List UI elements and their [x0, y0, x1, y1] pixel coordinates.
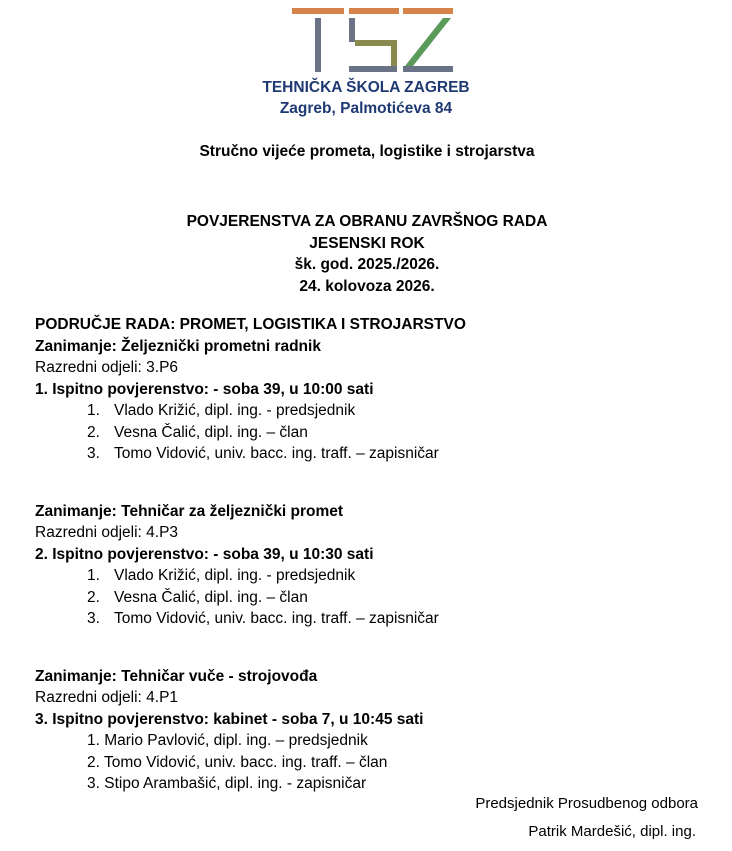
council-title: Stručno vijeće prometa, logistike i strojarstva [199, 143, 535, 160]
member-text: Vlado Križić, dipl. ing. - predsjednik [114, 567, 356, 584]
section-spacer [35, 465, 715, 501]
field-heading: PODRUČJE RADA: PROMET, LOGISTIKA I STROJARSTVO [35, 316, 466, 333]
list-number: 1. [87, 402, 100, 419]
list-item: 1. Mario Pavlović, dipl. ing. – predsjednik [87, 732, 368, 749]
logo-s-top [349, 8, 399, 14]
committee-section-2 [35, 501, 715, 630]
member-text: Vlado Križić, dipl. ing. - predsjednik [114, 402, 356, 419]
list-item [35, 587, 715, 609]
member-text: Vesna Čalić, dipl. ing. – član [114, 588, 308, 606]
signature-role: Predsjednik Prosudbenog odbora [475, 795, 698, 812]
title-line-3: šk. god. 2025./2026. [294, 256, 440, 274]
occupation: Zanimanje: Tehničar za željeznički promet [35, 502, 344, 520]
school-address: Zagreb, Palmotićeva 84 [279, 100, 453, 117]
committee-section-1 [35, 336, 715, 465]
committee-heading: 3. Ispitno povjerenstvo: kabinet - soba 7, u 10:45 sati [35, 710, 424, 728]
logo-z-bottom [403, 66, 453, 72]
member-list [35, 400, 715, 465]
title-line-2: JESENSKI ROK [309, 234, 425, 252]
class-list: Razredni odjeli: 3.P6 [35, 359, 179, 376]
document-title [0, 211, 732, 297]
list-number: 2. [87, 423, 100, 441]
list-item [35, 422, 715, 444]
committee-heading: 2. Ispitno povjerenstvo: - soba 39, u 10:30 sati [35, 545, 374, 563]
list-item [35, 443, 715, 465]
logo-t-stem [315, 18, 321, 72]
section-spacer [35, 630, 715, 666]
list-item [35, 400, 715, 422]
title-line-4: 24. kolovoza 2026. [299, 277, 435, 295]
list-number: 1. [87, 567, 100, 584]
occupation: Zanimanje: Željeznički prometni radnik [35, 337, 321, 355]
school-name: TEHNIČKA ŠKOLA ZAGREB [262, 79, 470, 96]
committee-section-3 [35, 666, 715, 795]
list-item [35, 565, 715, 587]
logo-t-bar [292, 8, 344, 14]
logo-s-left [349, 18, 355, 42]
committees-content [35, 314, 715, 795]
member-list [35, 565, 715, 630]
list-number: 2. [87, 588, 100, 606]
list-item [35, 608, 715, 630]
logo-z-top [403, 8, 453, 14]
committee-heading: 1. Ispitno povjerenstvo: - soba 39, u 10:00 sati [35, 380, 374, 398]
title-line-1: POVJERENSTVA ZA OBRANU ZAVRŠNOG RADA [186, 213, 548, 230]
signature-name: Patrik Mardešić, dipl. ing. [528, 823, 696, 840]
list-item: 3. Stipo Arambašić, dipl. ing. - zapisničar [87, 775, 367, 792]
member-text: Vesna Čalić, dipl. ing. – član [114, 423, 308, 441]
member-text: Tomo Vidović, univ. bacc. ing. traff. – zapisničar [114, 610, 439, 627]
list-item: 2. Tomo Vidović, univ. bacc. ing. traff. – član [87, 753, 388, 771]
class-list: Razredni odjeli: 4.P3 [35, 524, 179, 541]
logo-s-right [391, 40, 397, 68]
list-number: 3. [87, 610, 100, 627]
logo-s-mid [355, 40, 393, 46]
logo-z-diagonal [405, 18, 451, 66]
member-text: Tomo Vidović, univ. bacc. ing. traff. – zapisničar [114, 445, 439, 462]
school-logo [291, 6, 455, 74]
list-number: 3. [87, 445, 100, 462]
class-list: Razredni odjeli: 4.P1 [35, 689, 179, 706]
logo-s-bottom [349, 66, 397, 72]
member-list [35, 730, 715, 795]
occupation: Zanimanje: Tehničar vuče - strojovođa [35, 667, 318, 685]
